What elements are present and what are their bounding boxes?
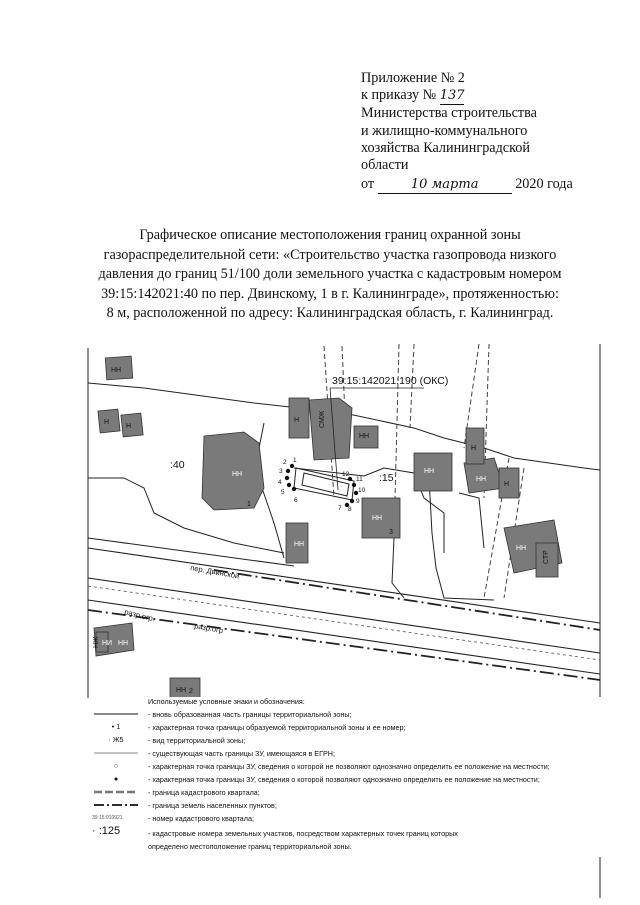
label-nzh: НЖ	[93, 636, 100, 648]
label-n-2: Н	[126, 423, 132, 430]
label-n-1: Н	[104, 419, 110, 426]
point-5: 5	[281, 489, 285, 496]
legend-row-cadastral-quarter: - граница кадастрового квартала;	[92, 787, 604, 797]
label-smzh: СМЖ	[319, 410, 326, 428]
legend-row-settlement-border: - граница земель населенных пунктов;	[92, 800, 604, 810]
point-4: 4	[278, 479, 282, 486]
legend-row-point-number: • 1 - характерная точка границы образуемой территориальной зоны и ее номер;	[111, 722, 406, 732]
legend-heading: Используемые условные знаки и обозначения:	[148, 697, 305, 706]
parcel-15: :15	[379, 472, 394, 484]
ministry-line-3: хозяйства Калининградской	[361, 139, 530, 156]
point-6: 6	[294, 497, 298, 504]
label-nn-2: НН	[294, 541, 305, 548]
date-handwritten: 10 марта	[378, 176, 512, 194]
building-number-3: 3	[389, 529, 393, 536]
building-smzh	[309, 398, 352, 460]
order-header	[361, 70, 621, 194]
parcel-40: :40	[170, 459, 185, 471]
point-1: 1	[293, 457, 297, 464]
label-ni: НИ	[102, 640, 113, 647]
legend-symbol-thin-line	[92, 748, 140, 758]
title-line-2: газораспределительной сети: «Строительство участка газопровода низкого	[103, 246, 557, 263]
legend-symbol-dashed-line	[92, 787, 140, 797]
point-10: 10	[358, 487, 366, 494]
title-line-1: Графическое описание местоположения границ охранной зоны	[139, 227, 521, 243]
point-9: 9	[356, 498, 360, 505]
legend-row-existing-boundary: - существующая часть границы ЗУ, имеющаяся в ЕГРН;	[92, 748, 604, 758]
title-line-3: давления до границ 51/100 доли земельного участка с кадастровым номером	[98, 266, 562, 283]
point-2: 2	[283, 459, 287, 466]
legend-symbol-dashdot-line	[92, 800, 140, 810]
road-label: разр.огр.	[123, 607, 156, 624]
order-number: 137	[440, 87, 464, 105]
oks-label: 39:15:142021:190 (ОКС)	[332, 375, 449, 387]
legend-symbol-solid-line	[92, 709, 140, 719]
label-n-5: Н	[471, 445, 477, 452]
label-nn-15: НН	[372, 515, 383, 522]
building-n-2	[121, 413, 143, 437]
label-nn-4: НН	[476, 476, 487, 483]
point-8: 8	[348, 506, 352, 513]
point-3: 3	[279, 468, 283, 475]
label-nn-7: НН	[359, 433, 370, 440]
label-nn-5: НН	[516, 545, 527, 552]
label-n-3: Н	[294, 417, 300, 424]
ministry-line-2: и жилищно-коммунального	[361, 122, 528, 139]
order-prefix: к приказу №	[361, 87, 437, 104]
label-nn-6: НН	[176, 687, 187, 694]
document-title	[80, 226, 580, 324]
legend-row-quarter-number: 39:15:010921 - номер кадастрового квартала;	[92, 814, 254, 823]
legend-row-new-boundary: - вновь образованная часть границы территориальной зоны;	[92, 709, 604, 719]
label-nn-8: НН	[118, 640, 129, 647]
date-year: 2020 года	[515, 176, 573, 193]
legend-row-point-uncertain: ○ - характерная точка границы ЗУ, сведения о которой не позволяют однозначно определить ее положение на местности;	[113, 761, 550, 771]
order-number-line	[361, 87, 621, 105]
map-legend	[92, 697, 604, 857]
title-line-5: 8 м, расположенной по адресу: Калининградская область, г. Калининград.	[106, 305, 554, 322]
title-line-4: 39:15:142021:40 по пер. Двинскому, 1 в г. Калининграде», протяженностью:	[101, 285, 559, 302]
date-line	[361, 176, 621, 194]
label-n-6: Н	[504, 481, 510, 488]
legend-row-point-certain: ● - характерная точка границы ЗУ, сведения о которой позволяют однозначно определить ее положение на местности;	[113, 774, 540, 784]
point-11: 11	[356, 476, 363, 483]
label-nn-40: НН	[232, 471, 243, 478]
legend-row-zone-type: · Ж5 - вид территориальной зоны;	[108, 735, 246, 745]
point-12: 12	[342, 471, 350, 478]
date-prefix: от	[361, 176, 375, 193]
point-7: 7	[338, 505, 342, 512]
label-str: СТР	[543, 550, 550, 564]
label-nn-3: НН	[424, 468, 435, 475]
legend-row-parcel-numbers: · :125 - кадастровые номера земельных участков, посредством характерных точек границ которых	[92, 825, 458, 838]
legend-row-continuation: определено местоположение границ территориальной зоны.	[148, 842, 352, 851]
street-label: пер. Двинской	[189, 563, 240, 581]
building-number-2: 2	[189, 688, 193, 695]
appendix-label: Приложение № 2	[361, 70, 465, 86]
ministry-line-1: Министерства строительства	[361, 105, 537, 122]
building-number-1: 1	[247, 501, 251, 508]
ministry-line-4: области	[361, 157, 409, 174]
road-label-2: разр.огр	[193, 621, 224, 636]
label-nn-1: НН	[111, 367, 122, 374]
